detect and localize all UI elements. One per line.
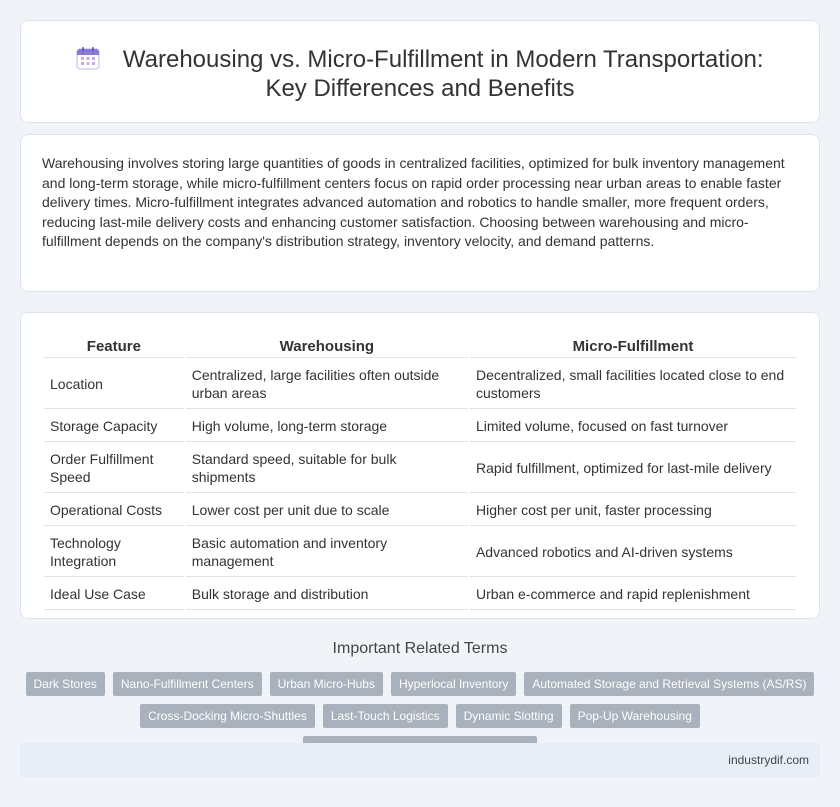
micro-fulfillment-cell: Decentralized, small facilities located close to end customers <box>470 360 796 409</box>
feature-cell: Technology Integration <box>44 528 184 577</box>
feature-cell: Order Fulfillment Speed <box>44 444 184 493</box>
warehousing-cell: Centralized, large facilities often outside urban areas <box>186 360 468 409</box>
calendar-icon <box>76 46 100 70</box>
warehousing-cell: High volume, long-term storage <box>186 411 468 442</box>
header-feature: Feature <box>44 337 184 358</box>
feature-cell: Ideal Use Case <box>44 579 184 610</box>
warehousing-cell: Lower cost per unit due to scale <box>186 495 468 526</box>
related-terms-title: Important Related Terms <box>332 640 508 657</box>
tag-nano-fulfillment-centers[interactable]: Nano-Fulfillment Centers <box>113 672 262 696</box>
title-wrap <box>21 45 819 103</box>
micro-fulfillment-cell: Limited volume, focused on fast turnover <box>470 411 796 442</box>
micro-fulfillment-cell: Higher cost per unit, faster processing <box>470 495 796 526</box>
table-row <box>44 495 796 526</box>
table-row <box>44 411 796 442</box>
summary-card <box>20 134 820 292</box>
summary-text: Warehousing involves storing large quantities of goods in centralized facilities, optimized for bulk inventory management and long-term storage, while micro-fulfillment centers focus on rapid order processing near urban areas to enable faster delivery times. Micro-fulfillment integrates advanced automation and robotics to handle smaller, more frequent orders, reducing last-mile delivery costs and enhancing customer satisfaction. Choosing between warehousing and micro-fulfillment depends on the company's distribution strategy, inventory velocity, and demand patterns. <box>42 155 785 250</box>
footer <box>20 743 820 777</box>
comparison-card <box>20 312 820 619</box>
comparison-table <box>42 335 798 612</box>
table-row <box>44 579 796 610</box>
table-row <box>44 444 796 493</box>
tag-last-touch-logistics[interactable]: Last-Touch Logistics <box>323 704 448 728</box>
feature-cell: Operational Costs <box>44 495 184 526</box>
table-header-row <box>44 337 796 358</box>
warehousing-cell: Basic automation and inventory management <box>186 528 468 577</box>
tag-cross-docking-micro-shuttles[interactable]: Cross-Docking Micro-Shuttles <box>140 704 315 728</box>
tag-dynamic-slotting[interactable]: Dynamic Slotting <box>456 704 562 728</box>
feature-cell: Storage Capacity <box>44 411 184 442</box>
title-card <box>20 20 820 123</box>
micro-fulfillment-cell: Rapid fulfillment, optimized for last-mile delivery <box>470 444 796 493</box>
tag-urban-micro-hubs[interactable]: Urban Micro-Hubs <box>270 672 383 696</box>
table-row <box>44 528 796 577</box>
tag-pop-up-warehousing[interactable]: Pop-Up Warehousing <box>570 704 700 728</box>
page-title: Warehousing vs. Micro-Fulfillment in Modern Transportation: Key Differences and Benefits <box>122 46 764 102</box>
warehousing-cell: Standard speed, suitable for bulk shipments <box>186 444 468 493</box>
micro-fulfillment-cell: Advanced robotics and AI-driven systems <box>470 528 796 577</box>
tag-dark-stores[interactable]: Dark Stores <box>26 672 105 696</box>
footer-site-link[interactable]: industrydif.com <box>728 753 809 767</box>
header-warehousing: Warehousing <box>186 337 468 358</box>
tag-hyperlocal-inventory[interactable]: Hyperlocal Inventory <box>391 672 516 696</box>
feature-cell: Location <box>44 360 184 409</box>
tag-as-rs[interactable]: Automated Storage and Retrieval Systems (AS/RS) <box>524 672 814 696</box>
micro-fulfillment-cell: Urban e-commerce and rapid replenishment <box>470 579 796 610</box>
table-row <box>44 360 796 409</box>
header-micro-fulfillment: Micro-Fulfillment <box>470 337 796 358</box>
warehousing-cell: Bulk storage and distribution <box>186 579 468 610</box>
